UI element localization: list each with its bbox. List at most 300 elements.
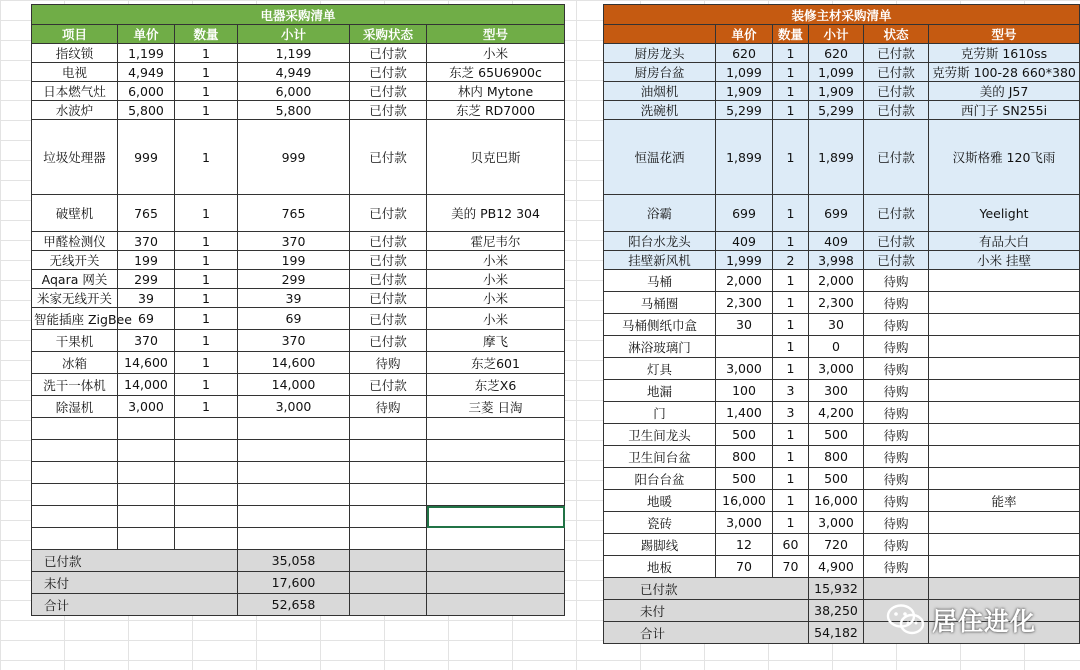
table-cell[interactable]: 已付款 <box>350 63 427 82</box>
table-cell[interactable]: 1,199 <box>238 44 350 63</box>
table-cell[interactable]: 699 <box>716 195 773 232</box>
table-cell[interactable]: 小米 <box>427 289 565 308</box>
table-cell[interactable]: 1,400 <box>716 402 773 424</box>
table-cell[interactable]: 待购 <box>864 270 929 292</box>
table-cell[interactable]: 已付款 <box>864 251 929 270</box>
empty-cell[interactable] <box>427 528 565 550</box>
table-cell[interactable]: 5,299 <box>809 101 864 120</box>
table-cell[interactable]: 16,000 <box>809 490 864 512</box>
empty-cell[interactable] <box>175 484 238 506</box>
empty-cell[interactable] <box>118 506 175 528</box>
table-cell[interactable]: 马桶圈 <box>604 292 716 314</box>
summary-value[interactable]: 54,182 <box>809 622 864 644</box>
table-cell[interactable]: 1 <box>773 468 809 490</box>
table-cell[interactable]: 日本燃气灶 <box>32 82 118 101</box>
table-cell[interactable]: 299 <box>238 270 350 289</box>
empty-cell[interactable] <box>118 528 175 550</box>
table-cell[interactable]: 1 <box>773 120 809 195</box>
table-cell[interactable]: 克劳斯 100-28 660*380 <box>929 63 1080 82</box>
table-cell[interactable]: 1,199 <box>118 44 175 63</box>
table-cell[interactable]: 阳台水龙头 <box>604 232 716 251</box>
table-cell[interactable]: 1 <box>175 232 238 251</box>
table-cell[interactable]: 12 <box>716 534 773 556</box>
table-cell[interactable]: 已付款 <box>864 195 929 232</box>
column-header[interactable]: 小计 <box>809 25 864 44</box>
table-cell[interactable]: 小米 <box>427 270 565 289</box>
empty-cell[interactable] <box>32 440 118 462</box>
table-cell[interactable]: 2 <box>773 251 809 270</box>
table-cell[interactable]: 挂壁新风机 <box>604 251 716 270</box>
table-cell[interactable]: 待购 <box>350 352 427 374</box>
table-cell[interactable] <box>929 402 1080 424</box>
table-cell[interactable]: 美的 J57 <box>929 82 1080 101</box>
table-cell[interactable]: 199 <box>238 251 350 270</box>
table-cell[interactable]: 小米 <box>427 44 565 63</box>
empty-cell[interactable] <box>864 578 929 600</box>
table-cell[interactable]: 待购 <box>864 512 929 534</box>
table-cell[interactable]: 待购 <box>864 292 929 314</box>
table-cell[interactable]: 1 <box>773 232 809 251</box>
table-cell[interactable]: 1 <box>773 446 809 468</box>
table-cell[interactable]: 0 <box>809 336 864 358</box>
empty-cell[interactable] <box>427 484 565 506</box>
empty-cell[interactable] <box>175 528 238 550</box>
table-cell[interactable]: 米家无线开关 <box>32 289 118 308</box>
table-cell[interactable]: 3,000 <box>809 512 864 534</box>
table-cell[interactable]: 已付款 <box>350 101 427 120</box>
table-cell[interactable]: 已付款 <box>350 120 427 195</box>
table-cell[interactable]: 4,949 <box>118 63 175 82</box>
empty-cell[interactable] <box>427 572 565 594</box>
table-cell[interactable] <box>929 512 1080 534</box>
empty-cell[interactable] <box>238 506 350 528</box>
table-cell[interactable]: 1,899 <box>809 120 864 195</box>
table-cell[interactable]: 已付款 <box>350 82 427 101</box>
table-cell[interactable]: 1,099 <box>809 63 864 82</box>
empty-cell[interactable] <box>238 440 350 462</box>
column-header[interactable]: 项目 <box>32 25 118 44</box>
table-cell[interactable]: 东芝X6 <box>427 374 565 396</box>
table-cell[interactable]: 待购 <box>864 446 929 468</box>
table-cell[interactable]: 4,949 <box>238 63 350 82</box>
empty-cell[interactable] <box>427 550 565 572</box>
summary-value[interactable]: 38,250 <box>809 600 864 622</box>
table-cell[interactable]: 3,000 <box>809 358 864 380</box>
table-cell[interactable]: 灯具 <box>604 358 716 380</box>
table-cell[interactable]: 1 <box>773 63 809 82</box>
empty-cell[interactable] <box>238 484 350 506</box>
table-cell[interactable]: 待购 <box>864 556 929 578</box>
table-cell[interactable]: 720 <box>809 534 864 556</box>
table-cell[interactable] <box>929 534 1080 556</box>
table-cell[interactable]: 299 <box>118 270 175 289</box>
summary-label[interactable]: 已付款 <box>32 550 238 572</box>
empty-cell[interactable] <box>175 462 238 484</box>
table-cell[interactable]: 39 <box>118 289 175 308</box>
table-cell[interactable]: 1 <box>175 330 238 352</box>
empty-cell[interactable] <box>350 418 427 440</box>
table-cell[interactable]: 1,909 <box>716 82 773 101</box>
table-cell[interactable]: 1 <box>175 63 238 82</box>
empty-cell[interactable] <box>32 418 118 440</box>
empty-cell[interactable] <box>929 578 1080 600</box>
summary-label[interactable]: 已付款 <box>604 578 809 600</box>
empty-cell[interactable] <box>350 484 427 506</box>
table-cell[interactable]: 贝克巴斯 <box>427 120 565 195</box>
empty-cell[interactable] <box>175 418 238 440</box>
table-cell[interactable]: 地漏 <box>604 380 716 402</box>
table-cell[interactable]: 500 <box>809 424 864 446</box>
table-cell[interactable]: 1 <box>175 289 238 308</box>
table-cell[interactable]: 370 <box>118 330 175 352</box>
table-cell[interactable]: 已付款 <box>864 44 929 63</box>
table-cell[interactable]: 999 <box>238 120 350 195</box>
column-header[interactable]: 型号 <box>929 25 1080 44</box>
table-cell[interactable]: 370 <box>238 330 350 352</box>
table-cell[interactable]: Aqara 网关 <box>32 270 118 289</box>
summary-value[interactable]: 17,600 <box>238 572 350 594</box>
table-cell[interactable]: 2,300 <box>716 292 773 314</box>
table-cell[interactable]: 待购 <box>864 534 929 556</box>
table-cell[interactable]: 1 <box>773 424 809 446</box>
table-cell[interactable]: 1 <box>773 82 809 101</box>
table-cell[interactable]: 3,998 <box>809 251 864 270</box>
table-cell[interactable]: 370 <box>118 232 175 251</box>
table-cell[interactable]: 浴霸 <box>604 195 716 232</box>
table-cell[interactable]: 厨房龙头 <box>604 44 716 63</box>
empty-cell[interactable] <box>427 594 565 616</box>
table-cell[interactable]: 765 <box>238 195 350 232</box>
column-header[interactable]: 单价 <box>716 25 773 44</box>
table-cell[interactable]: 30 <box>716 314 773 336</box>
empty-cell[interactable] <box>427 440 565 462</box>
table-cell[interactable]: 5,800 <box>238 101 350 120</box>
table-cell[interactable]: 199 <box>118 251 175 270</box>
table-cell[interactable]: 汉斯格雅 120飞雨 <box>929 120 1080 195</box>
table-cell[interactable]: 70 <box>716 556 773 578</box>
table-cell[interactable]: 1 <box>773 195 809 232</box>
table-cell[interactable]: 1 <box>773 292 809 314</box>
empty-cell[interactable] <box>32 484 118 506</box>
column-header[interactable] <box>604 25 716 44</box>
table-cell[interactable]: 东芝 65U6900c <box>427 63 565 82</box>
empty-cell[interactable] <box>427 418 565 440</box>
table-cell[interactable]: 小米 挂壁 <box>929 251 1080 270</box>
table-cell[interactable]: 1 <box>175 101 238 120</box>
table-cell[interactable]: 1,899 <box>716 120 773 195</box>
table-cell[interactable]: 1 <box>175 308 238 330</box>
table-cell[interactable]: 待购 <box>864 490 929 512</box>
table-cell[interactable]: 409 <box>809 232 864 251</box>
table-row <box>604 232 1080 251</box>
table-cell[interactable]: 已付款 <box>350 374 427 396</box>
table-cell[interactable]: 能率 <box>929 490 1080 512</box>
table-cell[interactable]: 待购 <box>864 424 929 446</box>
table-cell[interactable]: 14,600 <box>238 352 350 374</box>
table-cell[interactable]: 小米 <box>427 308 565 330</box>
table-cell[interactable]: 1,999 <box>716 251 773 270</box>
table-cell[interactable]: 卫生间龙头 <box>604 424 716 446</box>
table-cell[interactable]: 已付款 <box>350 289 427 308</box>
empty-cell[interactable] <box>175 440 238 462</box>
table-cell[interactable]: 1 <box>175 352 238 374</box>
summary-label[interactable]: 未付 <box>604 600 809 622</box>
table-cell[interactable]: 待购 <box>864 402 929 424</box>
empty-cell[interactable] <box>32 462 118 484</box>
table-cell[interactable]: 地暖 <box>604 490 716 512</box>
table-cell[interactable]: 6,000 <box>118 82 175 101</box>
table-cell[interactable] <box>929 380 1080 402</box>
table-cell[interactable]: 已付款 <box>350 44 427 63</box>
table-cell[interactable]: 2,000 <box>716 270 773 292</box>
table-cell[interactable]: 1,099 <box>716 63 773 82</box>
empty-cell[interactable] <box>350 506 427 528</box>
empty-cell[interactable] <box>238 462 350 484</box>
table-cell[interactable] <box>929 270 1080 292</box>
table-row <box>32 374 565 396</box>
empty-cell[interactable] <box>32 528 118 550</box>
table-cell[interactable]: 1 <box>175 195 238 232</box>
empty-cell[interactable] <box>118 462 175 484</box>
table-cell[interactable]: 有品大白 <box>929 232 1080 251</box>
table-cell[interactable]: 小米 <box>427 251 565 270</box>
table-cell[interactable] <box>929 336 1080 358</box>
table-cell[interactable]: 1 <box>773 314 809 336</box>
table-cell[interactable]: 三菱 日淘 <box>427 396 565 418</box>
table-cell[interactable]: 已付款 <box>864 232 929 251</box>
empty-cell[interactable] <box>32 506 118 528</box>
table-cell[interactable]: 3,000 <box>716 512 773 534</box>
empty-cell[interactable] <box>350 594 427 616</box>
table-cell[interactable]: 待购 <box>864 358 929 380</box>
table-cell[interactable]: 3 <box>773 380 809 402</box>
table-row <box>32 251 565 270</box>
empty-cell[interactable] <box>427 462 565 484</box>
table-cell[interactable]: 待购 <box>864 380 929 402</box>
table-cell[interactable]: 1 <box>175 396 238 418</box>
table-cell[interactable]: 已付款 <box>350 195 427 232</box>
summary-value[interactable]: 52,658 <box>238 594 350 616</box>
table-cell[interactable]: 卫生间台盆 <box>604 446 716 468</box>
table-cell[interactable]: 409 <box>716 232 773 251</box>
table-cell[interactable] <box>929 446 1080 468</box>
table-cell[interactable]: 已付款 <box>350 270 427 289</box>
table-cell[interactable]: 东芝601 <box>427 352 565 374</box>
empty-cell[interactable] <box>350 528 427 550</box>
table-cell[interactable]: 500 <box>716 424 773 446</box>
table-cell[interactable]: 待购 <box>864 336 929 358</box>
table-cell[interactable]: 1 <box>175 82 238 101</box>
table-cell[interactable]: 14,000 <box>238 374 350 396</box>
table-cell[interactable]: 已付款 <box>864 120 929 195</box>
empty-cell[interactable] <box>175 506 238 528</box>
watermark-text: 居住进化 <box>932 607 1037 636</box>
table-cell[interactable]: 370 <box>238 232 350 251</box>
column-header[interactable]: 数量 <box>773 25 809 44</box>
table-cell[interactable]: 1 <box>773 336 809 358</box>
table-cell[interactable]: 69 <box>238 308 350 330</box>
table-cell[interactable]: 垃圾处理器 <box>32 120 118 195</box>
table-cell[interactable]: 1 <box>175 44 238 63</box>
table-cell[interactable]: 620 <box>716 44 773 63</box>
table-cell[interactable]: 1 <box>773 490 809 512</box>
table-cell[interactable]: 1 <box>175 251 238 270</box>
table-cell[interactable]: 已付款 <box>864 63 929 82</box>
table-cell[interactable]: 1,909 <box>809 82 864 101</box>
table-cell[interactable]: 70 <box>773 556 809 578</box>
table-cell[interactable]: 待购 <box>864 314 929 336</box>
table-cell[interactable]: 洗干一体机 <box>32 374 118 396</box>
table-cell[interactable]: 淋浴玻璃门 <box>604 336 716 358</box>
table-cell[interactable]: 厨房台盆 <box>604 63 716 82</box>
table-cell[interactable]: 美的 PB12 304 <box>427 195 565 232</box>
table-cell[interactable]: 6,000 <box>238 82 350 101</box>
empty-cell[interactable] <box>118 484 175 506</box>
table-cell[interactable]: 69 <box>118 308 175 330</box>
empty-cell[interactable] <box>350 440 427 462</box>
table-cell[interactable]: 1 <box>773 101 809 120</box>
table-cell[interactable] <box>716 336 773 358</box>
table-cell[interactable]: 620 <box>809 44 864 63</box>
table-cell[interactable]: 1 <box>773 44 809 63</box>
table-cell[interactable]: 3,000 <box>238 396 350 418</box>
table-cell[interactable]: 西门子 SN255i <box>929 101 1080 120</box>
table-cell[interactable]: 3,000 <box>118 396 175 418</box>
column-header[interactable]: 数量 <box>175 25 238 44</box>
table-cell[interactable]: 踢脚线 <box>604 534 716 556</box>
table-cell[interactable] <box>929 556 1080 578</box>
table-cell[interactable]: 4,900 <box>809 556 864 578</box>
table-cell[interactable]: 1 <box>773 512 809 534</box>
table-cell[interactable]: 待购 <box>350 396 427 418</box>
summary-label[interactable]: 未付 <box>32 572 238 594</box>
table-cell[interactable]: 2,300 <box>809 292 864 314</box>
table-cell[interactable]: 100 <box>716 380 773 402</box>
table-cell[interactable]: 39 <box>238 289 350 308</box>
table-cell[interactable]: 恒温花洒 <box>604 120 716 195</box>
table-cell[interactable]: 500 <box>716 468 773 490</box>
table-cell[interactable]: 60 <box>773 534 809 556</box>
table-cell[interactable]: 300 <box>809 380 864 402</box>
table-cell[interactable]: 东芝 RD7000 <box>427 101 565 120</box>
column-header[interactable]: 型号 <box>427 25 565 44</box>
table-cell[interactable]: 14,000 <box>118 374 175 396</box>
table-cell[interactable]: 5,800 <box>118 101 175 120</box>
table-cell[interactable]: 500 <box>809 468 864 490</box>
table-cell[interactable]: 800 <box>809 446 864 468</box>
table-cell[interactable]: 马桶 <box>604 270 716 292</box>
table-row <box>604 380 1080 402</box>
table-cell[interactable]: 已付款 <box>350 232 427 251</box>
table-cell[interactable]: 1 <box>175 120 238 195</box>
table-cell[interactable]: 水波炉 <box>32 101 118 120</box>
table-cell[interactable]: 800 <box>716 446 773 468</box>
table-cell[interactable]: 智能插座 ZigBee <box>32 308 118 330</box>
empty-cell[interactable] <box>427 506 565 528</box>
table-row <box>604 44 1080 63</box>
table-cell[interactable]: 1 <box>175 374 238 396</box>
table-cell[interactable]: 霍尼韦尔 <box>427 232 565 251</box>
summary-value[interactable]: 35,058 <box>238 550 350 572</box>
table-cell[interactable]: 摩飞 <box>427 330 565 352</box>
table-cell[interactable]: 已付款 <box>350 330 427 352</box>
table-cell[interactable]: 2,000 <box>809 270 864 292</box>
empty-cell[interactable] <box>118 440 175 462</box>
table-cell[interactable] <box>929 314 1080 336</box>
table-cell[interactable]: 电视 <box>32 63 118 82</box>
table-cell[interactable]: 1 <box>175 270 238 289</box>
materials-table-title[interactable]: 装修主材采购清单 <box>604 5 1080 25</box>
column-header[interactable]: 采购状态 <box>350 25 427 44</box>
table-cell[interactable]: 除湿机 <box>32 396 118 418</box>
table-cell[interactable]: 破壁机 <box>32 195 118 232</box>
empty-cell[interactable] <box>350 462 427 484</box>
table-cell[interactable]: 已付款 <box>350 251 427 270</box>
table-cell[interactable]: 14,600 <box>118 352 175 374</box>
summary-label[interactable]: 合计 <box>604 622 809 644</box>
table-cell[interactable]: 已付款 <box>864 101 929 120</box>
column-header[interactable]: 单价 <box>118 25 175 44</box>
table-cell[interactable]: 699 <box>809 195 864 232</box>
table-cell[interactable]: Yeelight <box>929 195 1080 232</box>
table-cell[interactable]: 冰箱 <box>32 352 118 374</box>
summary-label[interactable]: 合计 <box>32 594 238 616</box>
table-cell[interactable]: 5,299 <box>716 101 773 120</box>
table-cell[interactable]: 3 <box>773 402 809 424</box>
table-row <box>604 512 1080 534</box>
empty-cell[interactable] <box>238 418 350 440</box>
table-cell[interactable]: 阳台台盆 <box>604 468 716 490</box>
table-cell[interactable]: 待购 <box>864 468 929 490</box>
empty-cell[interactable] <box>350 550 427 572</box>
appliance-table-title[interactable]: 电器采购清单 <box>32 5 565 25</box>
table-cell[interactable]: 林内 Mytone <box>427 82 565 101</box>
table-cell[interactable]: 油烟机 <box>604 82 716 101</box>
table-cell[interactable]: 门 <box>604 402 716 424</box>
table-cell[interactable]: 已付款 <box>350 308 427 330</box>
table-cell[interactable] <box>929 424 1080 446</box>
table-cell[interactable]: 3,000 <box>716 358 773 380</box>
table-cell[interactable]: 无线开关 <box>32 251 118 270</box>
empty-cell[interactable] <box>350 572 427 594</box>
table-row <box>32 289 565 308</box>
table-cell[interactable]: 地板 <box>604 556 716 578</box>
table-cell[interactable]: 克劳斯 1610ss <box>929 44 1080 63</box>
column-header[interactable]: 状态 <box>864 25 929 44</box>
table-cell[interactable]: 4,200 <box>809 402 864 424</box>
column-header[interactable]: 小计 <box>238 25 350 44</box>
table-cell[interactable] <box>929 468 1080 490</box>
table-cell[interactable]: 765 <box>118 195 175 232</box>
summary-value[interactable]: 15,932 <box>809 578 864 600</box>
table-cell[interactable]: 瓷砖 <box>604 512 716 534</box>
table-cell[interactable]: 16,000 <box>716 490 773 512</box>
table-cell[interactable]: 指纹锁 <box>32 44 118 63</box>
table-cell[interactable]: 30 <box>809 314 864 336</box>
table-cell[interactable]: 1 <box>773 270 809 292</box>
table-cell[interactable]: 马桶侧纸巾盒 <box>604 314 716 336</box>
table-cell[interactable] <box>929 358 1080 380</box>
table-cell[interactable]: 999 <box>118 120 175 195</box>
table-cell[interactable]: 1 <box>773 358 809 380</box>
table-cell[interactable]: 甲醛检测仪 <box>32 232 118 251</box>
table-cell[interactable] <box>929 292 1080 314</box>
table-cell[interactable]: 已付款 <box>864 82 929 101</box>
empty-cell[interactable] <box>238 528 350 550</box>
table-cell[interactable]: 干果机 <box>32 330 118 352</box>
table-cell[interactable]: 洗碗机 <box>604 101 716 120</box>
empty-cell[interactable] <box>118 418 175 440</box>
